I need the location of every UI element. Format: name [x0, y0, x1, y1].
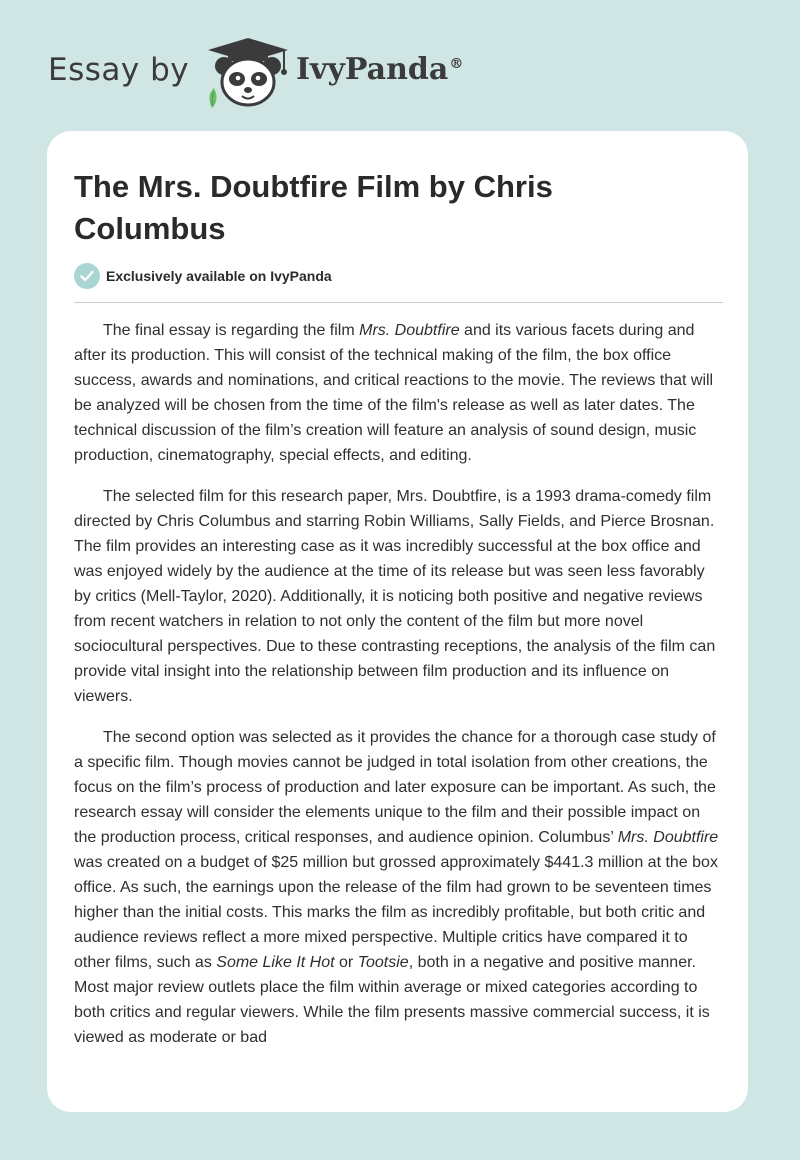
film-title-italic: Some Like It Hot — [216, 954, 335, 971]
paragraph-text: or — [334, 954, 358, 971]
essay-body — [74, 318, 724, 1066]
badge-label: Exclusively available on IvyPanda — [106, 268, 332, 284]
essay-paragraph — [74, 725, 724, 1050]
divider — [74, 302, 723, 303]
brand-prefix: Essay by — [48, 52, 190, 88]
paragraph-text: was created on a budget of $25 million but grossed approximately $441.3 million at the box office. As such, the earnings upon the release of the film had grown to be seventeen times higher than the initial costs. This marks the film as incredibly profitable, but both critic and audience reviews reflect a more mixed perspective. Multiple critics have compared it to other films, such as — [74, 854, 718, 971]
panda-graduate-logo[interactable] — [202, 36, 294, 110]
paragraph-text: and its various facets during and after its production. This will consist of the technical making of the film, the box office success, awards and nominations, and critical reactions to the movie. The reviews that will be analyzed will be chosen from the time of the film's release as well as later dates. The technical discussion of the film’s creation will feature an analysis of sound design, music production, cinematography, special effects, and editing. — [74, 322, 714, 464]
essay-paragraph — [74, 484, 724, 709]
paragraph-text: The second option was selected as it provides the chance for a thorough case study of a specific film. Though movies cannot be judged in total isolation from other creations, the focus on the film’s process of production and later exposure can be important. As such, the research essay will consider the elements unique to the film and their possible impact on the production process, critical responses, and audience opinion. Columbus’ — [74, 729, 716, 846]
paragraph-text: The selected film for this research paper, Mrs. Doubtfire, is a 1993 drama-comedy film directed by Chris Columbus and starring Robin Williams, Sally Fields, and Pierce Brosnan. The film provides an interesting case as it was incredibly successful at the box office and was enjoyed widely by the audience at the time of its release but was seen less favorably by critics (Mell-Taylor, 2020). Additionally, it is noticing both positive and negative reviews from recent watchers in relation to not only the content of the film but more novel sociocultural perspectives. Due to these contrasting receptions, the analysis of the film can provide vital insight into the relationship between film production and its influence on viewers. — [74, 488, 716, 705]
registered-mark: ® — [449, 56, 464, 72]
film-title-italic: Tootsie — [357, 954, 409, 971]
film-title-italic: Mrs. Doubtfire — [617, 829, 719, 846]
essay-card — [47, 131, 748, 1112]
site-header — [0, 0, 800, 130]
exclusive-badge — [74, 263, 332, 289]
essay-paragraph — [74, 318, 724, 468]
essay-title: The Mrs. Doubtfire Film by Chris Columbus — [74, 169, 553, 246]
paragraph-text: The final essay is regarding the film — [103, 322, 360, 339]
paragraph-text: , both in a negative and positive manner. Most major review outlets place the film within average or mixed categories according to both critics and regular viewers. While the film presents massive commercial success, it is viewed as moderate or bad — [74, 954, 710, 1046]
check-icon — [74, 263, 100, 289]
brand-name[interactable] — [296, 52, 463, 87]
film-title-italic: Mrs. Doubtfire — [359, 322, 460, 339]
brand-name-text: IvyPanda — [296, 52, 449, 87]
